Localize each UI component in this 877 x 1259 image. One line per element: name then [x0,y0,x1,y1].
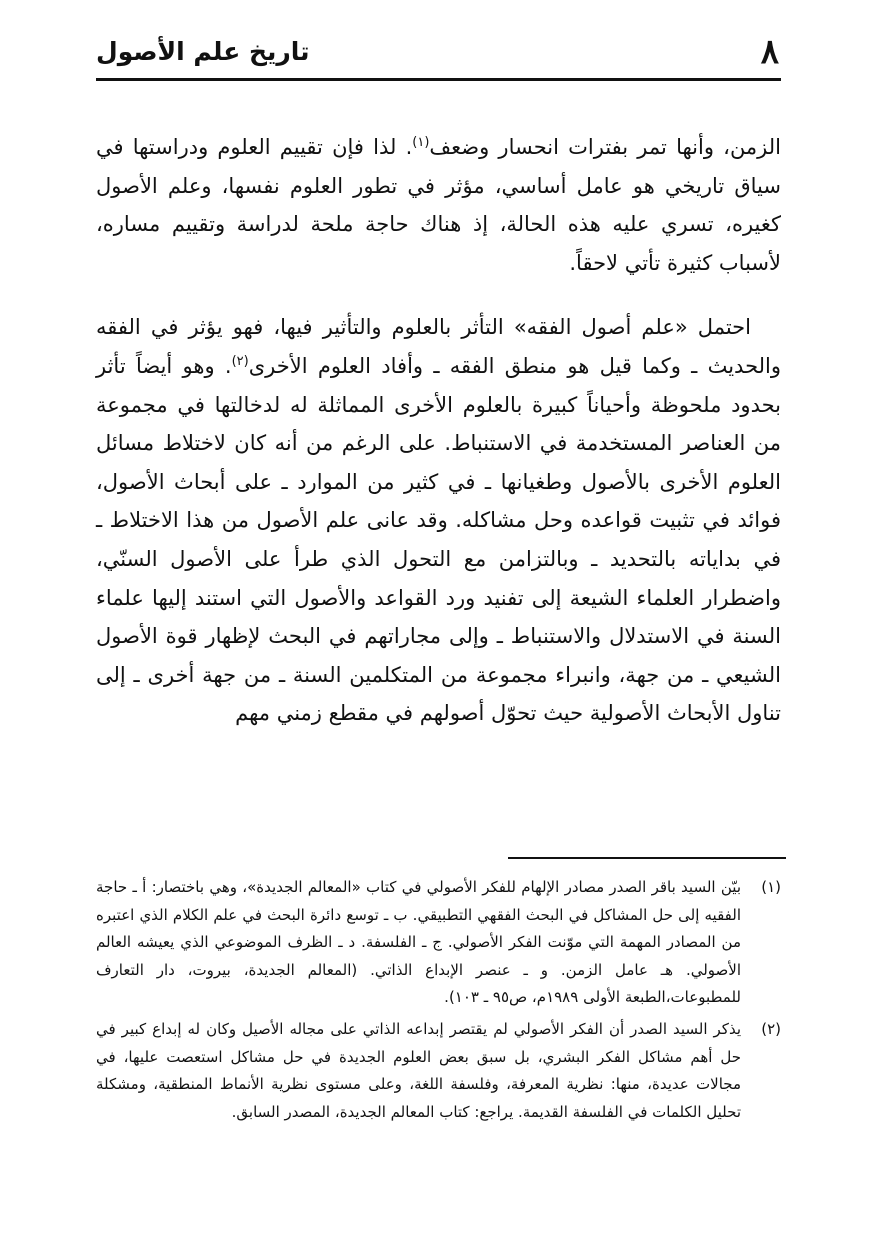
page-number: ٨ [760,32,779,72]
paragraph-2-end: . وهو أيضاً تأثر بحدود ملحوظة وأحياناً كبيرة بالعلوم الأخرى المماثلة له لدخالتها في مجموعة من العناصر المستخدمة في الاستنباط. على الرغم من أنه كان لاختلاط مسائل العلوم الأخرى بالأصول وطغيانها ـ في كثير من الموارد ـ على أبحاث الأصول، فوائد في تثبيت قواعده وحل مشاكله. وقد عانى علم الأصول من هذا الاختلاط ـ في بداياته بالتحديد ـ وبالتزامن مع التحول الذي طرأ على الأصول السنّي، واضطرار العلماء الشيعة إلى تفنيد ورد القواعد والأصول التي استند إليها علماء السنة في الاستدلال والاستنباط ـ وإلى مجاراتهم في البحث لإظهار قوة الأصول الشيعي ـ من جهة، وانبراء مجموعة من المتكلمين السنة ـ من جهة أخرى ـ إلى تناول الأبحاث الأصولية حيث تحوّل أصولهم في مقطع زمني مهم [96,353,781,726]
paragraph-2 [96,308,781,733]
footnote-1 [96,874,781,1012]
paragraph-1-end: . لذا فإن تقييم العلوم ودراستها في سياق تاريخي هو عامل أساسي، مؤثر في تطور العلوم نفسها، وعلم الأصول كغيره، تسري عليه هذه الحالة، إذ هناك حاجة ملحة لدراسة وتقييم مساره، لأسباب كثيرة تأتي لاحقاً. [96,135,781,275]
footnote-2 [96,1016,781,1126]
footnote-number: (١) [761,878,781,896]
page-header [96,30,781,81]
running-title: تاريخ علم الأصول [96,37,310,66]
footnote-divider [508,857,786,859]
paragraph-2-start: احتمل «علم أصول الفقه» التأثر بالعلوم والتأثير فيها، فهو يؤثر في الفقه والحديث ـ وكما قيل هو منطق الفقه ـ وأفاد العلوم الأخرى [96,315,782,378]
footnote-text: يذكر السيد الصدر أن الفكر الأصولي لم يقتصر إبداعه الذاتي على مجاله الأصيل وكان له إبداع كبير في حل أهم مشاكل الفكر البشري، بل سبق بعض العلوم الجديدة في حل مشاكل استعصت عليها، في مجالات عديدة، منها: نظرية المعرفة، وفلسفة اللغة، وعلى مستوى نظرية الأنماط المنطقية، ومشكلة تحليل الكلمات في الفلسفة القديمة. يراجع: كتاب المعالم الجديدة، المصدر السابق. [96,1019,741,1121]
main-text [96,128,781,733]
paragraph-1 [96,128,781,282]
footnote-text: بيّن السيد باقر الصدر مصادر الإلهام للفكر الأصولي في كتاب «المعالم الجديدة»، وهي باختصار: أ ـ حاجة الفقيه إلى حل المشاكل في البحث الفقهي التطبيقي. ب ـ توسع دائرة البحث في علم الكلام الذي اعتبره من المصادر المهمة التي موّنت الفكر الأصولي. ج ـ الفلسفة. د ـ الظرف الموضوعي الذي يعيشه العالم الأصولي. هـ عامل الزمن. و ـ عنصر الإبداع الذاتي. (المعالم الجديدة، بيروت، دار التعارف للمطبوعات،الطبعة الأولى ١٩٨٩م، ص٩٥ ـ ١٠٣). [96,878,741,1007]
footnote-ref-2: (٢) [231,353,249,369]
paragraph-1-start: الزمن، وأنها تمر بفترات انحسار وضعف [429,135,781,159]
footnotes [96,874,781,1130]
footnote-ref-1: (١) [412,135,430,150]
footnote-number: (٢) [761,1019,781,1038]
